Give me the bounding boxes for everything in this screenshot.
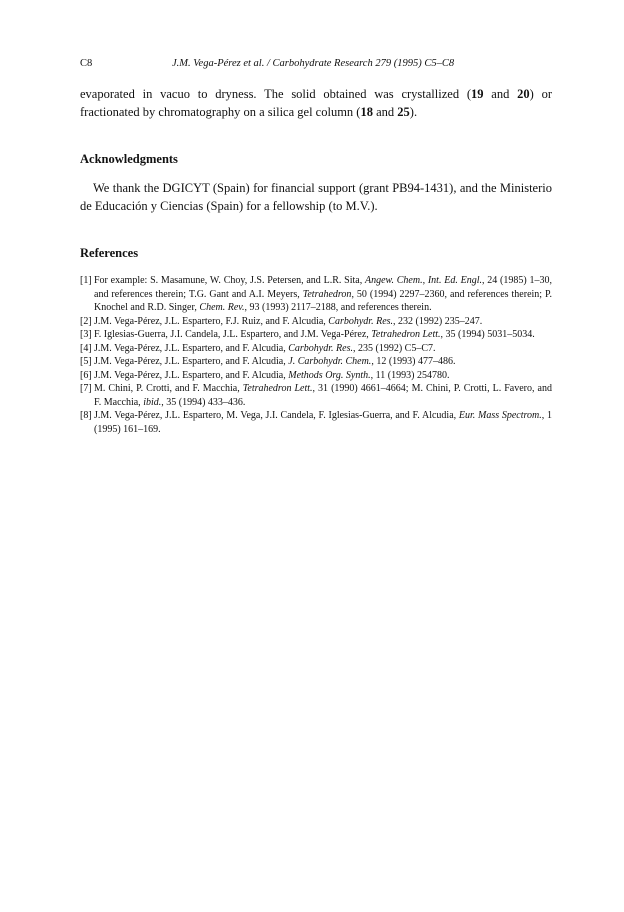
text-run: , 24 (1985) 1–30, and references therein; T.G. Gant and A.I. Meyers, bbox=[94, 275, 552, 300]
text-run: J.M. Vega-Pérez, J.L. Espartero, F.J. Ruiz, and F. Alcudia, bbox=[94, 315, 329, 327]
journal-name: Chem. Rev. bbox=[199, 302, 245, 313]
text-run: F. Iglesias-Guerra, J.I. Candela, J.L. Espartero, and J.M. Vega-Pérez, bbox=[94, 329, 372, 340]
reference-item bbox=[80, 382, 552, 409]
reference-number: [8] bbox=[80, 410, 92, 421]
text-run: J.M. Vega-Pérez, J.L. Espartero, and F. Alcudia, bbox=[94, 356, 289, 367]
page-number: C8 bbox=[80, 58, 93, 69]
text-run: , 11 (1993) 254780. bbox=[370, 369, 450, 381]
reference-item bbox=[80, 315, 552, 329]
acknowledgments-heading: Acknowledgments bbox=[80, 152, 178, 166]
text-run: J.M. Vega-Pérez, J.L. Espartero, and F. Alcudia, bbox=[94, 342, 289, 354]
reference-number: [3] bbox=[80, 329, 92, 340]
reference-number: [5] bbox=[80, 356, 92, 367]
text-run: M. Chini, P. Crotti, and F. Macchia, bbox=[94, 383, 243, 394]
text-run: For example: S. Masamune, W. Choy, J.S. Petersen, and L.R. Sita, bbox=[94, 275, 365, 286]
reference-number: [1] bbox=[80, 275, 92, 286]
text-run: , 35 (1994) 5031–5034. bbox=[440, 329, 535, 340]
text-run: , 232 (1992) 235–247. bbox=[393, 315, 483, 327]
journal-name: Tetrahedron bbox=[302, 288, 352, 300]
journal-name: Carbohydr. Res. bbox=[328, 315, 394, 327]
text-run: , 31 (1990) 4661–4664; M. Chini, P. Crotti, L. Favero, and F. Macchia, bbox=[94, 383, 552, 408]
text-run: J.M. Vega-Pérez, J.L. Espartero, M. Vega, J.I. Candela, F. Iglesias-Guerra, and F. Alcudia, bbox=[94, 410, 459, 421]
reference-item bbox=[80, 328, 552, 342]
text-run: J.M. Vega-Pérez, J.L. Espartero, and F. Alcudia, bbox=[94, 369, 289, 381]
text-run: ). bbox=[409, 104, 418, 119]
reference-list bbox=[80, 274, 552, 436]
references-heading: References bbox=[80, 246, 139, 260]
journal-name: J. Carbohydr. Chem. bbox=[288, 356, 372, 367]
compound-number: 25 bbox=[397, 104, 410, 119]
reference-item bbox=[80, 342, 552, 356]
text-run: and bbox=[483, 87, 518, 101]
text-run: , 93 (1993) 2117–2188, and references therein. bbox=[244, 302, 432, 313]
reference-number: [6] bbox=[80, 369, 92, 381]
journal-name: Carbohydr. Res. bbox=[288, 342, 353, 354]
reference-item bbox=[80, 369, 552, 383]
reference-number: [4] bbox=[80, 342, 92, 354]
compound-number: 20 bbox=[517, 87, 530, 101]
body-paragraph bbox=[80, 86, 552, 121]
journal-name: Tetrahedron Lett. bbox=[242, 383, 313, 394]
compound-number: 19 bbox=[471, 87, 484, 101]
journal-name: Methods Org. Synth. bbox=[288, 369, 371, 381]
text-run: , 235 (1992) C5–C7. bbox=[352, 342, 436, 354]
text-run: , 35 (1994) 433–436. bbox=[161, 396, 246, 408]
reference-number: [7] bbox=[80, 383, 92, 394]
reference-number: [2] bbox=[80, 315, 92, 327]
text-run: ) or fractionated by chromatography on a silica gel column ( bbox=[80, 87, 552, 119]
page-header bbox=[80, 58, 552, 74]
running-title: J.M. Vega-Pérez et al. / Carbohydrate Research 279 (1995) C5–C8 bbox=[172, 58, 455, 69]
text-run: , 50 (1994) 2297–2360, and references therein; P. Knochel and R.D. Singer, bbox=[94, 288, 552, 313]
reference-item bbox=[80, 355, 552, 369]
reference-item bbox=[80, 274, 552, 315]
text-run: , 12 (1993) 477–486. bbox=[371, 356, 456, 367]
text-run: and bbox=[372, 104, 398, 119]
journal-name: Eur. Mass Spectrom. bbox=[458, 410, 542, 421]
journal-name: Tetrahedron Lett. bbox=[371, 329, 441, 340]
journal-name: ibid. bbox=[143, 396, 162, 408]
text-run: , 1 (1995) 161–169. bbox=[94, 410, 552, 435]
reference-item bbox=[80, 409, 552, 436]
acknowledgments-text: We thank the DGICYT (Spain) for financial support (grant PB94-1431), and the Ministerio de Educación y Ciencias (Spain) for a fellowship (to M.V.). bbox=[80, 181, 552, 213]
compound-number: 18 bbox=[360, 104, 373, 119]
text-run: evaporated in vacuo to dryness. The solid obtained was crystallized ( bbox=[80, 87, 472, 101]
journal-name: Angew. Chem., Int. Ed. Engl. bbox=[364, 275, 482, 286]
